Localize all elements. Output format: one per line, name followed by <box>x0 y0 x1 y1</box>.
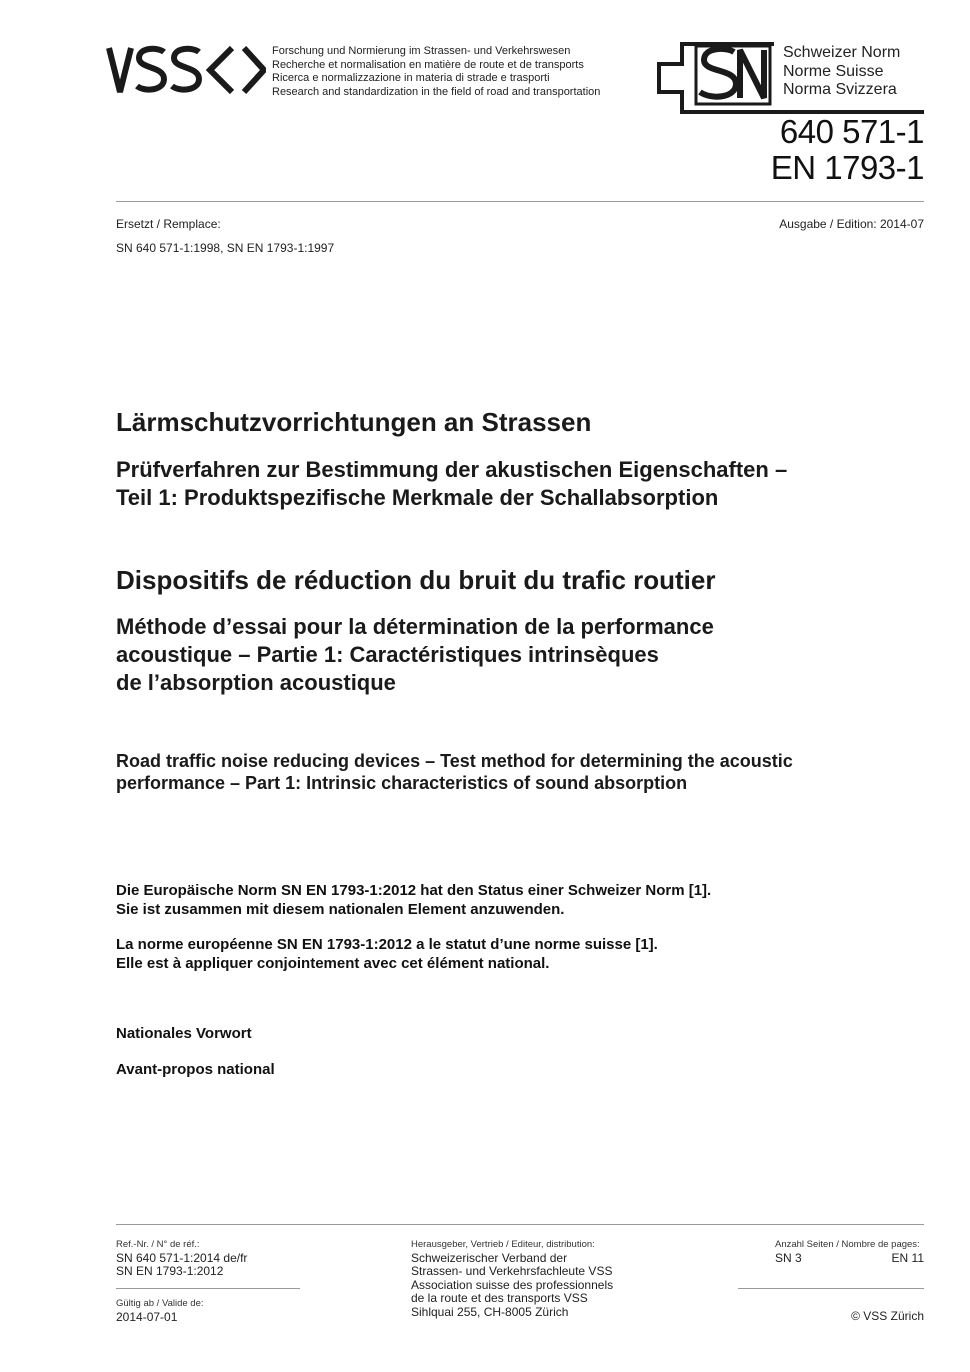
tagline-it: Ricerca e normalizzazione in materia di strade e trasporti <box>272 72 550 85</box>
edition: Ausgabe / Edition: 2014-07 <box>779 217 924 231</box>
subtitle-fr-line: de l’absorption acoustique <box>116 670 396 695</box>
subtitle-fr-line: Méthode d’essai pour la détermination de la performance <box>116 614 714 639</box>
pages-sn: SN 3 <box>775 1250 802 1265</box>
pages-label: Anzahl Seiten / Nombre de pages: <box>775 1239 920 1250</box>
footer-valid <box>116 1297 204 1324</box>
sn-lines <box>783 44 900 100</box>
footer-left-divider <box>116 1288 300 1289</box>
tagline-en: Research and standardization in the field of road and transportation <box>272 85 601 98</box>
standard-number <box>771 114 924 186</box>
title-en <box>116 750 793 794</box>
footer-reference <box>116 1238 247 1279</box>
publisher-line: Schweizerischer Verband der <box>411 1250 568 1265</box>
title-fr: Dispositifs de réduction du bruit du trafic routier <box>116 565 716 595</box>
replaces-value: SN 640 571-1:1998, SN EN 1793-1:1997 <box>116 241 335 255</box>
footer-publisher <box>411 1238 613 1319</box>
ref-line: SN 640 571-1:2014 de/fr <box>116 1250 248 1265</box>
subtitle-fr <box>116 613 714 697</box>
replaces-label: Ersetzt / Remplace: <box>116 217 221 231</box>
en-number: EN 1793-1 <box>770 149 924 186</box>
sn-line-it: Norma Svizzera <box>783 81 897 99</box>
vss-logo <box>106 40 266 100</box>
footer-divider <box>116 1224 924 1225</box>
sn-number: 640 571-1 <box>779 113 924 150</box>
sn-line-de: Schweizer Norm <box>783 44 901 61</box>
foreword-fr: Avant-propos national <box>116 1061 275 1078</box>
ref-label: Ref.-Nr. / N° de réf.: <box>116 1239 200 1250</box>
subtitle-de-line: Prüfverfahren zur Bestimmung der akustischen Eigenschaften – <box>116 457 788 482</box>
subtitle-fr-line: acoustique – Partie 1: Caractéristiques intrinsèques <box>116 642 659 667</box>
tagline-de: Forschung und Normierung im Strassen- und Verkehrswesen <box>272 45 571 57</box>
valid-label: Gültig ab / Valide de: <box>116 1298 204 1309</box>
publisher-line: Strassen- und Verkehrsfachleute VSS <box>411 1264 613 1278</box>
status-fr-line: Elle est à appliquer conjointement avec cet élément national. <box>116 955 550 972</box>
status-de-line: Sie ist zusammen mit diesem nationalen Element anzuwenden. <box>116 901 565 918</box>
title-de: Lärmschutzvorrichtungen an Strassen <box>116 407 592 437</box>
status-fr-line: La norme européenne SN EN 1793-1:2012 a le statut d’une norme suisse [1]. <box>116 936 658 953</box>
title-en-line: Road traffic noise reducing devices – Test method for determining the acoustic <box>116 751 793 771</box>
status-de-line: Die Europäische Norm SN EN 1793-1:2012 hat den Status einer Schweizer Norm [1]. <box>116 882 712 899</box>
copyright: © VSS Zürich <box>851 1309 924 1323</box>
publisher-label: Herausgeber, Vertrieb / Editeur, distribution: <box>411 1239 595 1250</box>
status-de <box>116 881 711 919</box>
subtitle-de-line: Teil 1: Produktspezifische Merkmale der Schallabsorption <box>116 485 719 510</box>
tagline-fr: Recherche et normalisation en matière de route et de transports <box>272 58 584 71</box>
vss-tagline <box>272 45 600 99</box>
publisher-line: de la route et des transports VSS <box>411 1291 588 1305</box>
status-fr <box>116 935 658 973</box>
pages-en: EN 11 <box>891 1250 924 1265</box>
footer-pages <box>775 1238 924 1265</box>
sn-line-fr: Norme Suisse <box>783 62 884 80</box>
ref-line: SN EN 1793-1:2012 <box>116 1264 224 1278</box>
valid-value: 2014-07-01 <box>116 1309 178 1324</box>
publisher-line: Sihlquai 255, CH-8005 Zürich <box>411 1304 569 1319</box>
publisher-line: Association suisse des professionnels <box>411 1277 614 1292</box>
title-en-line: performance – Part 1: Intrinsic characteristics of sound absorption <box>116 773 688 793</box>
subtitle-de <box>116 456 787 512</box>
header-divider <box>116 201 924 202</box>
footer-right-divider <box>738 1288 924 1289</box>
foreword-de: Nationales Vorwort <box>116 1025 252 1042</box>
